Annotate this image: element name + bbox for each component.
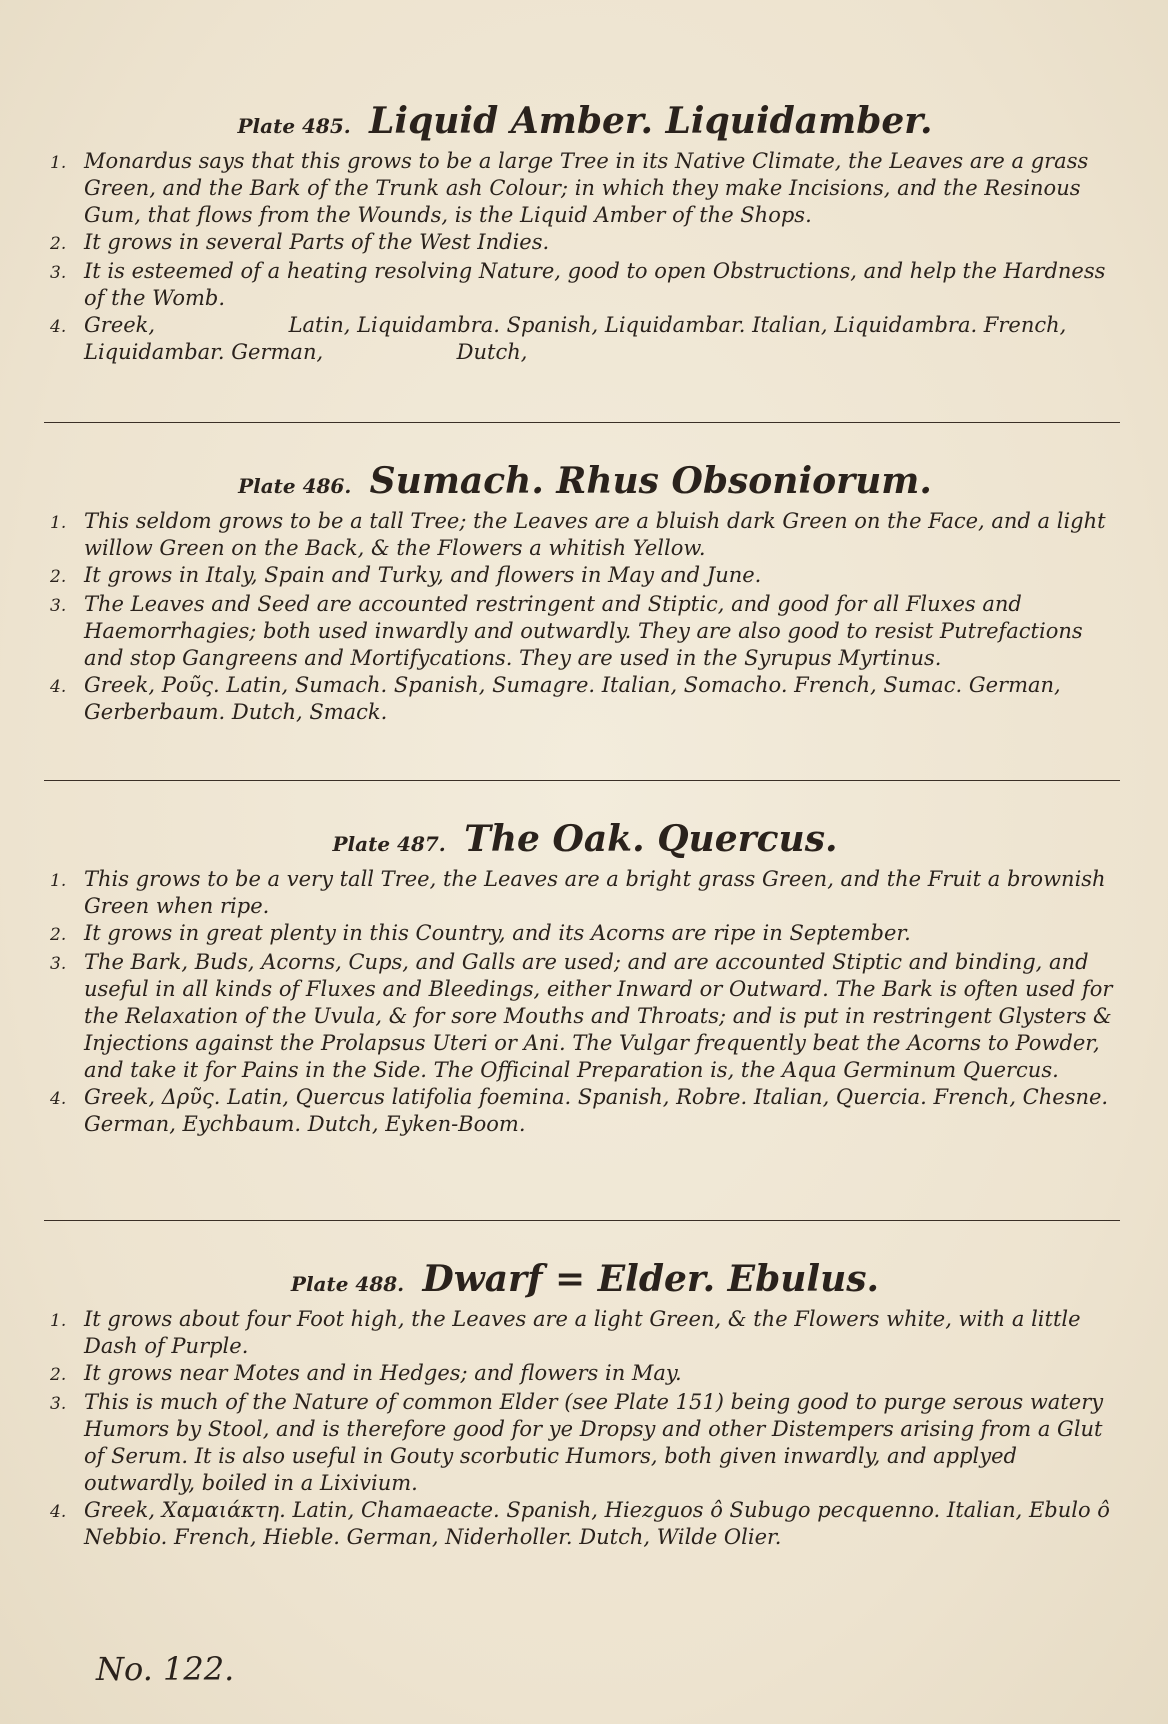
item-text: Greek, Χαμαιάκτη. Latin, Chamaeacte. Spanish, Hiezguos ô Subugo pecquenno. Italian, Ebulo ô Nebbio. French, Hieble. German, Niderholler. Dutch, Wilde Olier. bbox=[84, 1498, 1110, 1549]
item-number: 3. bbox=[50, 263, 67, 283]
section-divider bbox=[44, 422, 1120, 423]
item-text: This grows to be a very tall Tree, the Leaves are a bright grass Green, and the Fruit a brownish Green when ripe. bbox=[84, 867, 1106, 918]
section-divider bbox=[44, 780, 1120, 781]
item-number: 2. bbox=[50, 567, 67, 587]
list-item bbox=[50, 591, 1120, 672]
item-number: 2. bbox=[50, 234, 67, 254]
section-divider bbox=[44, 1220, 1120, 1221]
item-number: 4. bbox=[50, 1502, 67, 1522]
list-item bbox=[50, 1389, 1120, 1497]
item-number: 4. bbox=[50, 1089, 67, 1109]
plate-name: The Oak. Quercus. bbox=[464, 818, 838, 860]
plate-description-list bbox=[50, 1306, 1120, 1551]
item-number: 2. bbox=[50, 925, 67, 945]
item-number: 3. bbox=[50, 1394, 67, 1414]
item-text: It grows in great plenty in this Country, and its Acorns are ripe in September. bbox=[84, 921, 911, 945]
item-number: 1. bbox=[50, 153, 67, 173]
plate-name: Liquid Amber. Liquidamber. bbox=[369, 100, 933, 142]
plate-487-section bbox=[50, 818, 1120, 1138]
list-item bbox=[50, 229, 1120, 258]
plate-description-list bbox=[50, 866, 1120, 1138]
list-item bbox=[50, 920, 1120, 949]
item-number: 1. bbox=[50, 513, 67, 533]
page-number: No. 122. bbox=[96, 1650, 235, 1688]
list-item bbox=[50, 258, 1120, 312]
plate-486-section bbox=[50, 460, 1120, 726]
plate-heading bbox=[50, 1258, 1120, 1300]
plate-number: Plate 488. bbox=[290, 1272, 405, 1296]
plate-description-list bbox=[50, 508, 1120, 726]
item-text: This seldom grows to be a tall Tree; the Leaves are a bluish dark Green on the Face, and a light willow Green on the Back, & the Flowers a whitish Yellow. bbox=[84, 509, 1106, 560]
plate-heading bbox=[50, 100, 1120, 142]
item-text: It grows in Italy, Spain and Turky, and flowers in May and June. bbox=[84, 563, 762, 587]
plate-number: Plate 485. bbox=[237, 114, 351, 138]
plate-name: Dwarf = Elder. Ebulus. bbox=[422, 1258, 880, 1300]
item-text: Greek, Δρῦς. Latin, Quercus latifolia foemina. Spanish, Robre. Italian, Quercia. French, Chesne. German, Eychbaum. Dutch, Eyken-Boom. bbox=[84, 1085, 1109, 1136]
item-number: 3. bbox=[50, 596, 67, 616]
item-text: Greek, Latin, Liquidambra. Spanish, Liquidambar. Italian, Liquidambra. French, Liquidambar. German, Dutch, bbox=[84, 313, 1074, 364]
list-item bbox=[50, 148, 1120, 229]
item-number: 4. bbox=[50, 317, 67, 337]
item-number: 4. bbox=[50, 677, 67, 697]
list-item bbox=[50, 672, 1120, 726]
plate-number: Plate 487. bbox=[332, 832, 446, 856]
item-text: It grows near Motes and in Hedges; and flowers in May. bbox=[84, 1361, 682, 1385]
plate-heading bbox=[50, 460, 1120, 502]
list-item bbox=[50, 508, 1120, 562]
item-text: It grows in several Parts of the West Indies. bbox=[84, 230, 550, 254]
plate-heading bbox=[50, 818, 1120, 860]
list-item bbox=[50, 1360, 1120, 1389]
plate-name: Sumach. Rhus Obsoniorum. bbox=[369, 460, 932, 502]
list-item bbox=[50, 562, 1120, 591]
list-item bbox=[50, 866, 1120, 920]
plate-number: Plate 486. bbox=[238, 474, 352, 498]
plate-488-section bbox=[50, 1258, 1120, 1551]
item-text: Greek, Ροῦς. Latin, Sumach. Spanish, Sumagre. Italian, Somacho. French, Sumac. German, Gerberbaum. Dutch, Smack. bbox=[84, 673, 1061, 724]
item-number: 1. bbox=[50, 1311, 67, 1331]
list-item bbox=[50, 1084, 1120, 1138]
item-text: This is much of the Nature of common Elder (see Plate 151) being good to purge serous watery Humors by Stool, and is therefore good for ye Dropsy and other Distempers arising from a Glut of Serum. It is also useful in Gouty scorbutic Humors, both given inwardly, and applyed outwardly, boiled in a Lixivium. bbox=[84, 1390, 1104, 1495]
list-item bbox=[50, 949, 1120, 1084]
item-number: 2. bbox=[50, 1365, 67, 1385]
item-number: 3. bbox=[50, 954, 67, 974]
item-text: Monardus says that this grows to be a large Tree in its Native Climate, the Leaves are a grass Green, and the Bark of the Trunk ash Colour; in which they make Incisions, and the Resinous Gum, that flows from the Wounds, is the Liquid Amber of the Shops. bbox=[84, 149, 1089, 227]
item-text: It grows about four Foot high, the Leaves are a light Green, & the Flowers white, with a little Dash of Purple. bbox=[84, 1307, 1081, 1358]
item-number: 1. bbox=[50, 871, 67, 891]
item-text: The Leaves and Seed are accounted restringent and Stiptic, and good for all Fluxes and Haemorrhagies; both used inwardly and outwardly. They are also good to resist Putrefactions and stop Gangreens and Mortifycations. They are used in the Syrupus Myrtinus. bbox=[84, 592, 1083, 670]
list-item bbox=[50, 1306, 1120, 1360]
plate-description-list bbox=[50, 148, 1120, 366]
item-text: The Bark, Buds, Acorns, Cups, and Galls are used; and are accounted Stiptic and binding, and useful in all kinds of Fluxes and Bleedings, either Inward or Outward. The Bark is often used for the Relaxation of the Uvula, & for sore Mouths and Throats; and is put in restringent Glysters & Injections against the Prolapsus Uteri or Ani. The Vulgar frequently beat the Acorns to Powder, and take it for Pains in the Side. The Officinal Preparation is, the Aqua Germinum Quercus. bbox=[84, 950, 1113, 1082]
plate-485-section bbox=[50, 100, 1120, 366]
list-item bbox=[50, 1497, 1120, 1551]
list-item bbox=[50, 312, 1120, 366]
item-text: It is esteemed of a heating resolving Nature, good to open Obstructions, and help the Hardness of the Womb. bbox=[84, 259, 1106, 310]
